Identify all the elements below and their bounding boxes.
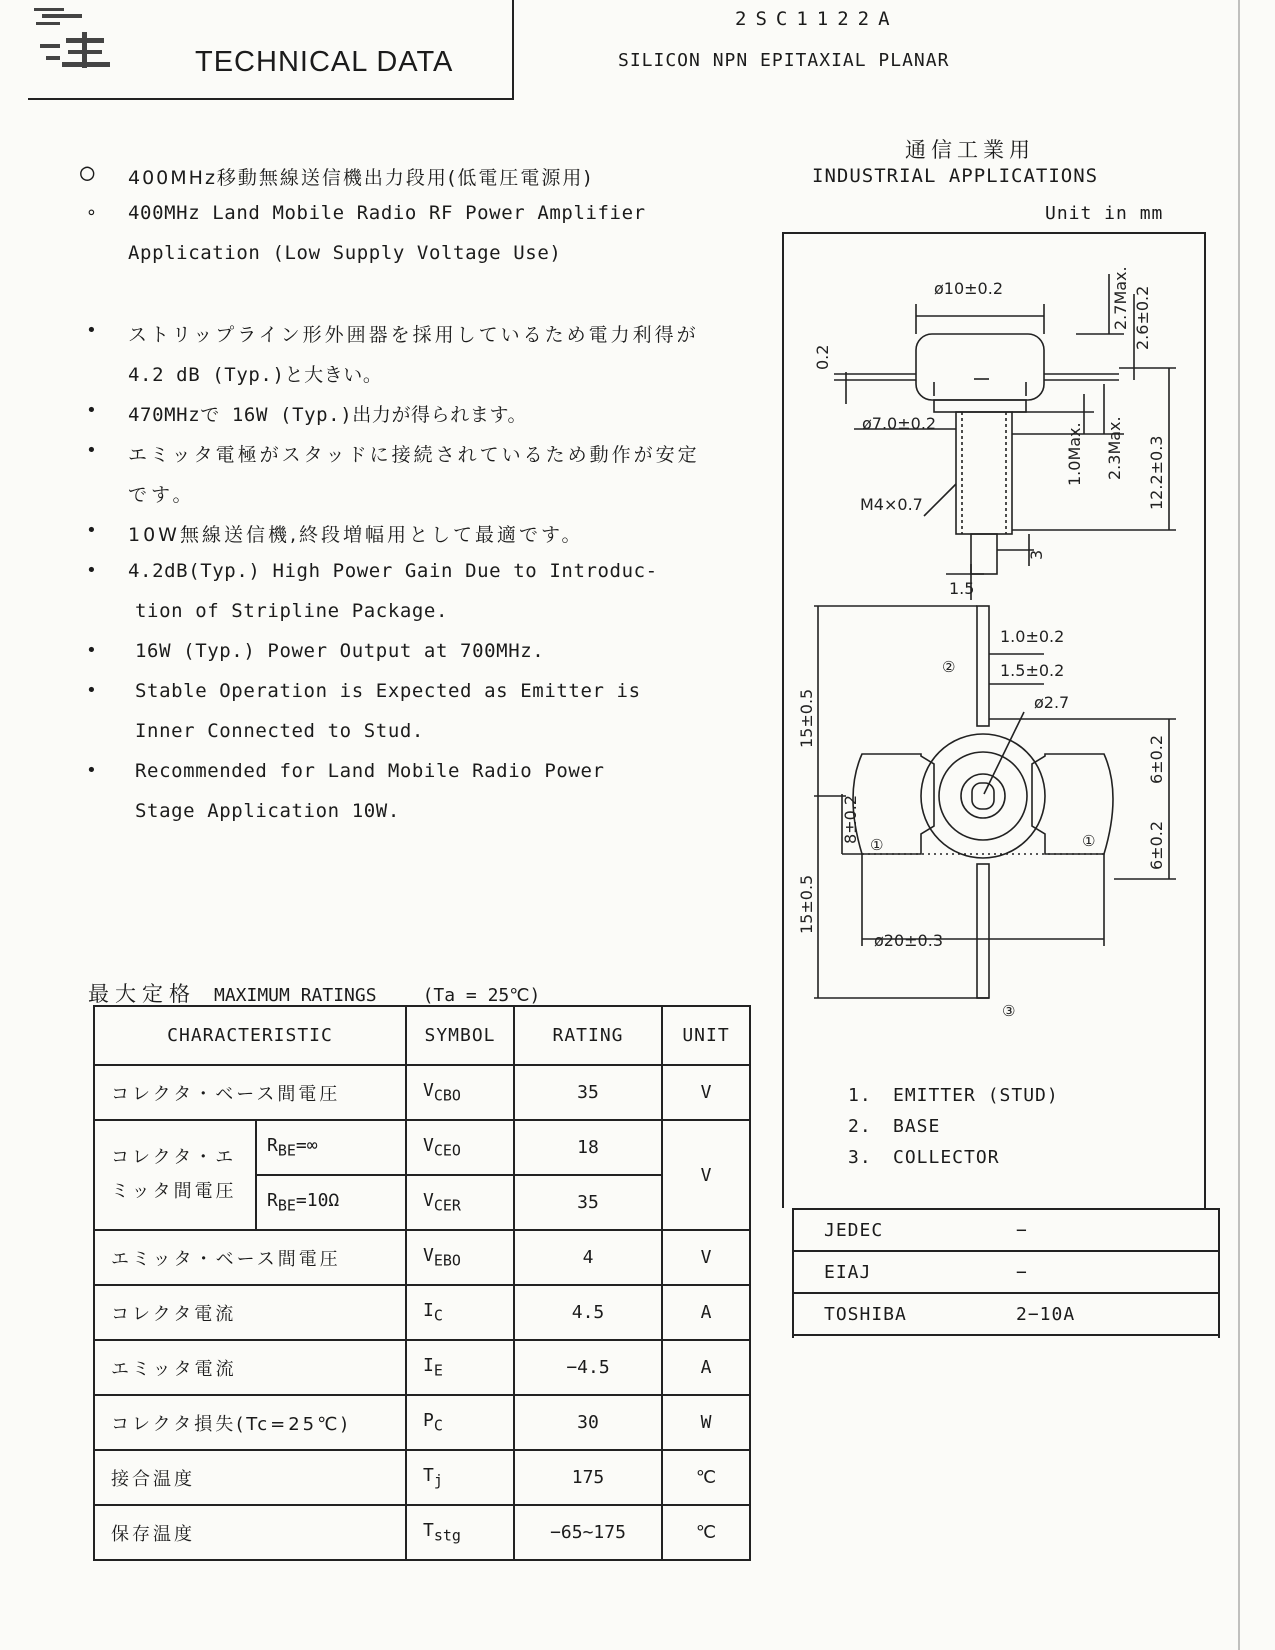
- dim-cap-dia: ø10±0.2: [934, 279, 1003, 298]
- maximum-ratings-table: [93, 1005, 751, 1561]
- bullet-icon: •: [86, 640, 97, 661]
- dim-15-05-top: 15±0.5: [797, 688, 816, 748]
- bullet-icon: •: [86, 760, 97, 781]
- application-jp: 通信工業用: [905, 138, 1035, 162]
- bullet-icon: •: [86, 520, 97, 541]
- lead-bottom: [977, 864, 989, 998]
- pin-list: [848, 1085, 1059, 1178]
- bullet-icon: •: [86, 440, 97, 461]
- desc-line-10: 4.2dB(Typ.) High Power Gain Due to Introduc-: [128, 560, 658, 582]
- desc-line-16: Stage Application 10W.: [135, 800, 400, 822]
- dim-stud-dia: ø7.0±0.2: [862, 414, 937, 433]
- bullet-icon: •: [86, 560, 97, 581]
- stud-body: [956, 412, 1012, 534]
- dim-thread: M4×0.7: [860, 495, 923, 514]
- outline-drawing-panel: [782, 232, 1206, 1208]
- dim-02: 0.2: [813, 344, 832, 370]
- table-row: TOSHIBA 2−10A: [792, 1293, 1220, 1335]
- dim-3: 3: [1027, 549, 1046, 560]
- desc-line-15: Recommended for Land Mobile Radio Power: [135, 760, 605, 782]
- desc-line-12: 16W (Typ.) Power Output at 700MHz.: [135, 640, 545, 662]
- company-logo-icon: [32, 4, 118, 76]
- table-row: コレクタ・エ ミッタ間電圧 $R_{BE}=\infty$ $V_{CEO}$ 18 V: [94, 1120, 750, 1175]
- desc-line-6: 470MHzで 16W (Typ.)出力が得られます。: [128, 404, 528, 426]
- desc-line-1: 400MHz移動無線送信機出力段用(低電圧電源用): [128, 167, 593, 189]
- pin-mark-1: ①: [870, 836, 884, 854]
- dim-flange: ø20±0.3: [874, 931, 943, 950]
- ratings-title: 最大定格 MAXIMUM RATINGS (Ta = 25℃): [88, 982, 541, 1006]
- table-header-row: CHARACTERISTIC SYMBOL RATING UNIT: [94, 1006, 750, 1065]
- desc-line-2: 400MHz Land Mobile Radio RF Power Amplifier: [128, 202, 646, 224]
- table-row: エミッタ・ベース間電圧 $V_{EBO}$ 4 V: [94, 1230, 750, 1285]
- pin-item: 1. EMITTER (STUD): [848, 1085, 1059, 1106]
- dim-8: 8±0.2: [841, 794, 860, 844]
- desc-line-11: tion of Stripline Package.: [135, 600, 449, 622]
- desc-line-13: Stable Operation is Expected as Emitter is: [135, 680, 641, 702]
- dim-6-top: 6±0.2: [1147, 734, 1166, 784]
- table-row: 保存温度 $T_{stg}$ −65~175 ℃: [94, 1505, 750, 1560]
- pin-item: 2. BASE: [848, 1116, 941, 1137]
- dim-lead-w2: 1.5±0.2: [1000, 661, 1065, 680]
- table-row: コレクタ損失(Tc=25℃) $P_C$ 30 W: [94, 1395, 750, 1450]
- pin-mark-2: ②: [942, 658, 956, 676]
- page-title: TECHNICAL DATA: [195, 46, 454, 78]
- table-row: コレクタ電流 $I_C$ 4.5 A: [94, 1285, 750, 1340]
- table-row: 接合温度 $T_j$ 175 ℃: [94, 1450, 750, 1505]
- desc-line-7: エミッタ電極がスタッドに接続されているため動作が安定: [128, 444, 700, 466]
- circle-bullet-icon: ○: [80, 158, 95, 186]
- application-en: INDUSTRIAL APPLICATIONS: [812, 165, 1099, 187]
- dim-hole: ø2.7: [1034, 693, 1070, 712]
- desc-line-9: 10W無線送信機,終段増幅用として最適です。: [128, 524, 584, 546]
- bullet-icon: •: [86, 320, 97, 341]
- cap-body: [916, 334, 1044, 400]
- bullet-icon: •: [86, 400, 97, 421]
- table-row: EIAJ −: [792, 1251, 1220, 1293]
- table-row: JEDEC −: [792, 1209, 1220, 1251]
- dim-lead-w1: 1.0±0.2: [1000, 627, 1065, 646]
- pin-item: 3. COLLECTOR: [848, 1147, 1000, 1168]
- dim-10max: 1.0Max.: [1065, 422, 1084, 486]
- desc-line-5: 4.2 dB (Typ.)と大きい。: [128, 364, 383, 386]
- dim-15: 1.5: [949, 579, 975, 598]
- lead-top: [977, 606, 989, 726]
- dim-23max: 2.3Max.: [1105, 416, 1124, 480]
- pin-mark-1: ①: [1082, 832, 1096, 850]
- part-number: 2SC1122A: [735, 8, 899, 30]
- dim-26: 2.6±0.2: [1133, 285, 1152, 350]
- dim-15-05-bot: 15±0.5: [797, 874, 816, 934]
- desc-line-4: ストリップライン形外囲器を採用しているため電力利得が: [128, 324, 699, 346]
- table-row: エミッタ電流 $I_E$ −4.5 A: [94, 1340, 750, 1395]
- desc-line-14: Inner Connected to Stud.: [135, 720, 424, 742]
- unit-note: Unit in mm: [1045, 203, 1164, 224]
- desc-line-3: Application (Low Supply Voltage Use): [128, 242, 562, 264]
- table-row: コレクタ・ベース間電圧 $V_{CBO}$ 35 V: [94, 1065, 750, 1120]
- scan-edge: [1238, 0, 1240, 1650]
- pin-mark-3: ③: [1002, 1002, 1016, 1020]
- part-description: SILICON NPN EPITAXIAL PLANAR: [618, 50, 950, 71]
- table-row: $R_{BE}=10\Omega$ $V_{CER}$ 35: [94, 1175, 750, 1230]
- dim-6-bot: 6±0.2: [1147, 820, 1166, 870]
- package-outline-drawing: [784, 234, 1208, 1210]
- bullet-icon: •: [86, 680, 97, 701]
- desc-line-8: です。: [128, 484, 196, 506]
- dim-27max: 2.7Max.: [1111, 266, 1130, 330]
- bullet-icon: ∘: [86, 202, 97, 223]
- package-table: [792, 1208, 1220, 1336]
- dim-122: 12.2±0.3: [1147, 435, 1166, 510]
